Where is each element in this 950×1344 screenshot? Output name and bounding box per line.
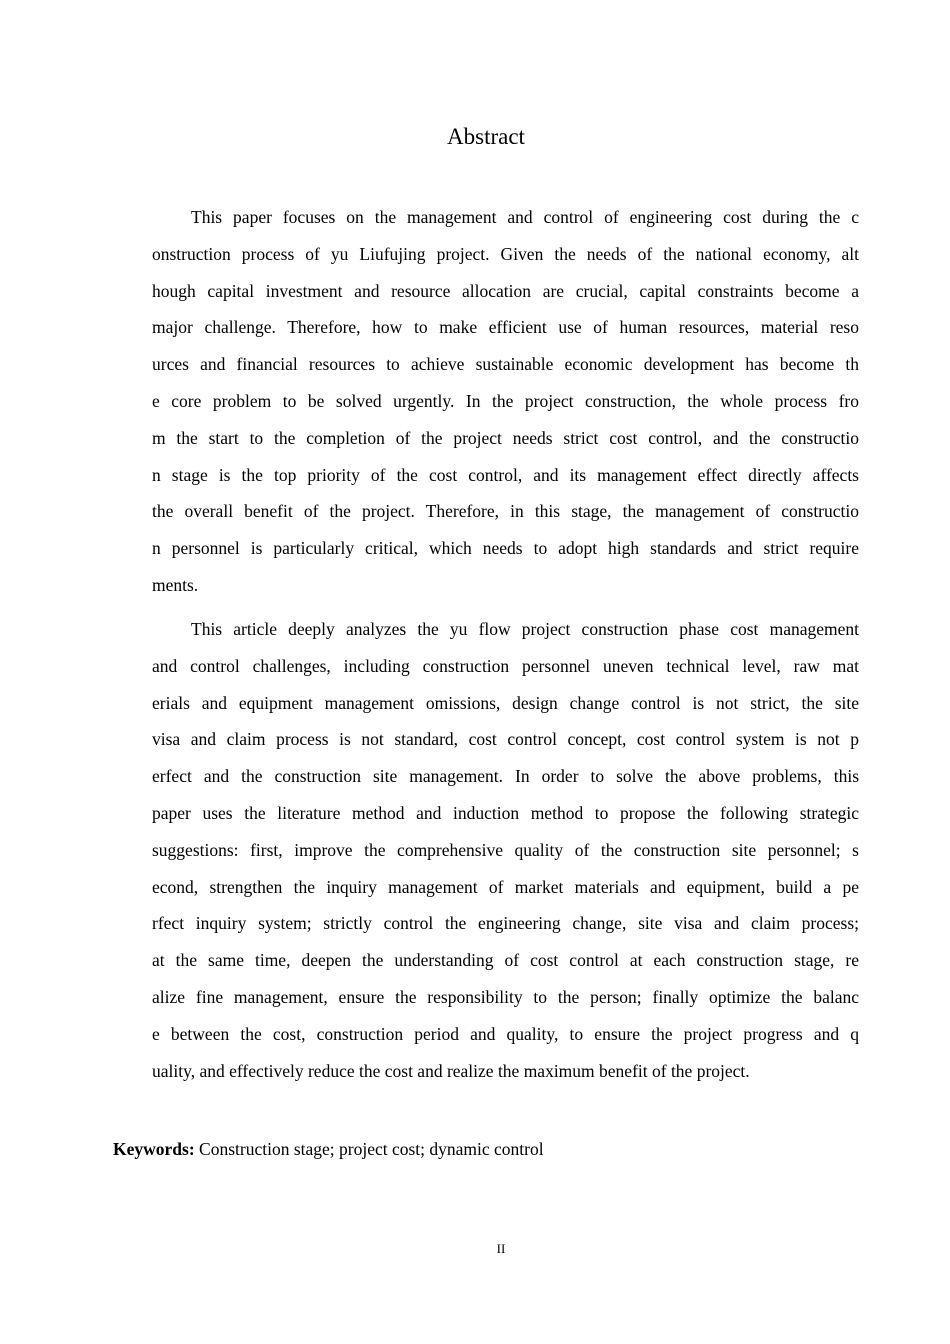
page-number: II [496,1241,506,1256]
paragraph-line: hough capital investment and resource allocation are crucial, capital constraints become a [152,280,859,301]
paragraph-line: This article deeply analyzes the yu flow project construction phase cost management [191,619,859,639]
paragraph-line: n personnel is particularly critical, which needs to adopt high standards and strict require [152,538,859,559]
paragraph-line: rfect inquiry system; strictly control the engineering change, site visa and claim process; [152,913,859,934]
abstract-paragraph-2 [113,611,859,1089]
paragraph-line: urces and financial resources to achieve sustainable economic development has become th [152,354,859,375]
paragraph-line: major challenge. Therefore, how to make efficient use of human resources, material reso [152,317,859,338]
paragraph-line: m the start to the completion of the project needs strict cost control, and the constructio [152,427,859,448]
paragraph-line: and control challenges, including construction personnel uneven technical level, raw mat [152,655,859,676]
paragraph-line: e core problem to be solved urgently. In the project construction, the whole process fro [152,390,859,411]
paragraph-line: suggestions: first, improve the comprehensive quality of the construction site personnel; s [152,839,859,860]
paragraph-line: onstruction process of yu Liufujing project. Given the needs of the national economy, alt [152,243,859,264]
paragraph-line: the overall benefit of the project. Therefore, in this stage, the management of constructio [152,501,859,522]
keywords-label: Keywords: [113,1139,195,1159]
paragraph-line: ments. [152,574,199,595]
paragraph-line: visa and claim process is not standard, cost control concept, cost control system is not p [152,729,859,750]
paragraph-line: uality, and effectively reduce the cost and realize the maximum benefit of the project. [152,1060,750,1081]
paragraph-line: at the same time, deepen the understanding of cost control at each construction stage, re [152,950,859,971]
paragraph-line: alize fine management, ensure the responsibility to the person; finally optimize the balanc [152,986,859,1007]
paragraph-line: econd, strengthen the inquiry management of market materials and equipment, build a pe [152,876,859,897]
paragraph-line: paper uses the literature method and induction method to propose the following strategic [152,802,859,823]
keywords-value: Construction stage; project cost; dynamic control [194,1139,544,1159]
keywords-line [113,1136,544,1162]
abstract-title: Abstract [447,124,525,149]
paragraph-line: erials and equipment management omissions, design change control is not strict, the site [152,692,859,713]
paragraph-line: erfect and the construction site management. In order to solve the above problems, this [152,766,859,787]
paragraph-line: n stage is the top priority of the cost control, and its management effect directly affects [152,464,859,485]
paragraph-line: e between the cost, construction period and quality, to ensure the project progress and q [152,1023,859,1044]
paragraph-line: This paper focuses on the management and control of engineering cost during the c [191,207,859,227]
abstract-paragraph-1 [113,199,859,604]
